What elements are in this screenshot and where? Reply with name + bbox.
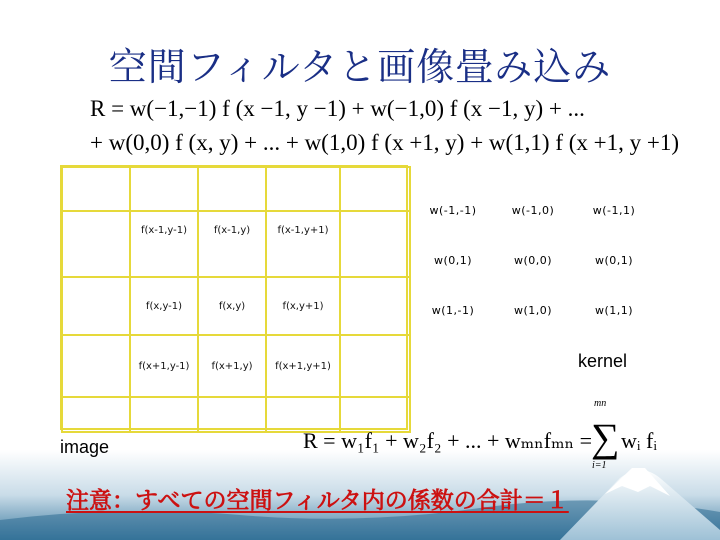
convolution-formula-line-2: + w(0,0) f (x, y) + ... + w(1,0) f (x +1, y) + w(1,1) f (x +1, y +1): [90, 130, 680, 155]
image-cell: f(x+1,y-1): [129, 334, 199, 398]
kernel-cell: w(0,1): [594, 253, 634, 267]
image-cell: [129, 166, 199, 212]
kernel-cell: w(0,0): [513, 253, 553, 267]
image-cell: f(x+1,y+1): [265, 334, 341, 398]
summation-lhs: R = w₁f₁ + w₂f₂ + ... + wₘₙfₘₙ =: [303, 428, 593, 453]
image-cell: [339, 276, 411, 336]
image-cell: [265, 166, 341, 212]
image-cell: [61, 276, 131, 336]
image-cell: [197, 396, 267, 433]
image-cell: f(x-1,y-1): [129, 210, 199, 278]
image-cell: [339, 166, 411, 212]
image-grid: [60, 165, 408, 430]
summation-rhs: wᵢ fᵢ: [621, 428, 657, 453]
image-cell: [61, 166, 131, 212]
summation-formula: [303, 398, 657, 471]
image-cell: f(x-1,y): [197, 210, 267, 278]
kernel-cell: w(1,1): [594, 303, 634, 317]
image-cell: [61, 210, 131, 278]
image-cell: [61, 396, 131, 433]
kernel-cell: w(-1,0): [511, 203, 555, 217]
note-text: 注意：すべての空間フィルタ内の係数の合計＝１: [66, 488, 569, 514]
image-cell: f(x,y-1): [129, 276, 199, 336]
image-cell: f(x,y+1): [265, 276, 341, 336]
kernel-cell: w(-1,-1): [429, 203, 477, 217]
sigma-symbol: ∑: [591, 415, 620, 460]
kernel-cell: w(1,-1): [431, 303, 475, 317]
image-cell: f(x-1,y+1): [265, 210, 341, 278]
kernel-label: kernel: [578, 351, 628, 371]
image-cell: [197, 166, 267, 212]
sigma-upper-limit: mn: [594, 398, 607, 409]
image-cell: f(x,y): [197, 276, 267, 336]
kernel-cell: w(0,1): [433, 253, 473, 267]
kernel-cell: w(1,0): [513, 303, 553, 317]
image-cell: [129, 396, 199, 433]
kernel-cell: w(-1,1): [592, 203, 636, 217]
kernel-grid: [413, 185, 655, 335]
image-cell: [339, 334, 411, 398]
image-cell: [339, 210, 411, 278]
image-cell: [61, 334, 131, 398]
sigma-lower-limit: i=1: [592, 460, 607, 471]
image-cell: f(x+1,y): [197, 334, 267, 398]
image-label: image: [60, 437, 110, 457]
convolution-formula-line-1: R = w(−1,−1) f (x −1, y −1) + w(−1,0) f (x −1, y) + ...: [90, 96, 585, 121]
slide-title: 空間フィルタと画像畳み込み: [108, 45, 612, 89]
